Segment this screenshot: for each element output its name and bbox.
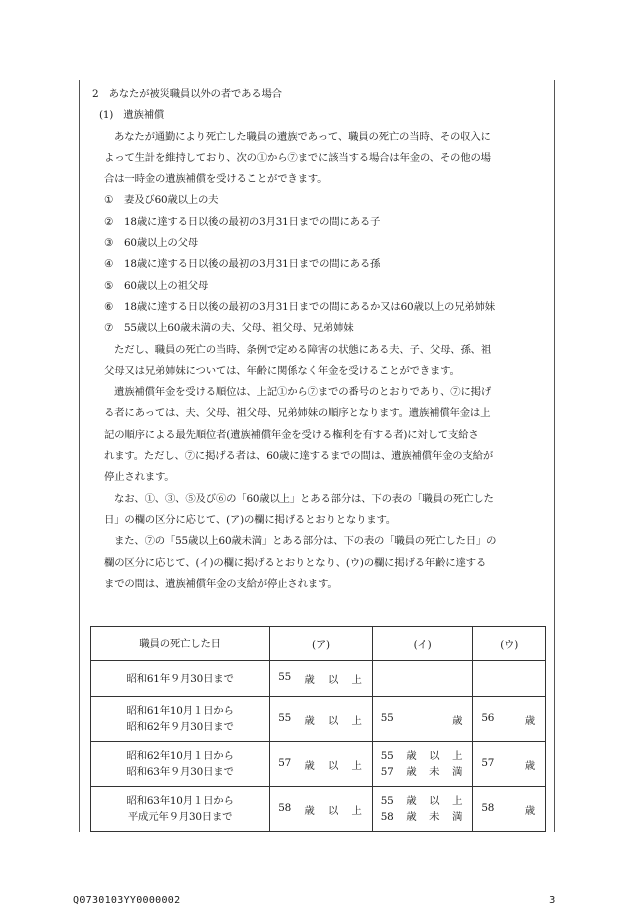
item-number: ④ xyxy=(104,258,114,271)
item-text: 60歳以上の祖父母 xyxy=(124,279,209,292)
header-i: (イ) xyxy=(372,627,473,661)
cell-date: 昭和62年10月１日から 昭和63年９月30日まで xyxy=(91,742,270,787)
paragraph-line: 記の順序による最先順位者(遺族補償年金を受ける権利を有する者)に対して支給さ xyxy=(104,428,479,441)
paragraph-line: 日」の欄の区分に応じて、(ア)の欄に掲げるとおりとなります。 xyxy=(104,513,397,526)
cell-i: 55 歳 xyxy=(372,697,473,742)
list-item xyxy=(92,297,552,318)
header-u: (ウ) xyxy=(473,627,546,661)
paragraph-line: ただし、職員の死亡の当時、条例で定める障害の状態にある夫、子、父母、孫、祖 xyxy=(114,343,492,356)
document-code: Q0730103YY0000002 xyxy=(73,895,181,906)
page-number: 3 xyxy=(549,895,556,906)
table-row xyxy=(91,742,546,787)
list-item xyxy=(92,190,552,211)
cell-date: 昭和61年９月30日まで xyxy=(91,661,270,697)
paragraph-line: また、⑦の「55歳以上60歳未満」とある部分は、下の表の「職員の死亡した日」の xyxy=(114,535,497,548)
item-number: ① xyxy=(104,194,114,207)
paragraph-line: れます。ただし、⑦に掲げる者は、60歳に達するまでの間は、遺族補償年金の支給が xyxy=(104,450,494,463)
paragraph-line: よって生計を維持しており、次の①から⑦までに該当する場合は年金の、その他の場 xyxy=(104,151,491,164)
document-body xyxy=(92,84,552,595)
list-item xyxy=(92,276,552,297)
item-text: 60歳以上の父母 xyxy=(124,237,198,250)
cell-a: 57 歳 以 上 xyxy=(270,742,373,787)
list-item xyxy=(92,254,552,275)
table-header-row xyxy=(91,627,546,661)
cell-a: 58 歳 以 上 xyxy=(270,787,373,832)
table-row xyxy=(91,787,546,832)
eligible-list xyxy=(92,190,552,339)
header-a: (ア) xyxy=(270,627,373,661)
cell-u: 57 歳 xyxy=(473,742,546,787)
paragraph-intro xyxy=(92,127,552,191)
cell-i xyxy=(372,661,473,697)
cell-a: 55 歳 以 上 xyxy=(270,661,373,697)
table-row xyxy=(91,697,546,742)
item-number: ② xyxy=(104,215,114,228)
item-text: 18歳に達する日以後の最初の3月31日までの間にあるか又は60歳以上の兄弟姉妹 xyxy=(124,300,495,313)
paragraph-line: 合は一時金の遺族補償を受けることができます。 xyxy=(104,173,328,186)
item-number: ⑦ xyxy=(104,322,114,335)
paragraph-line: なお、①、③、⑤及び⑥の「60歳以上」とある部分は、下の表の「職員の死亡した xyxy=(114,492,494,505)
paragraph-order xyxy=(92,382,552,488)
cell-date: 昭和61年10月１日から 昭和62年９月30日まで xyxy=(91,697,270,742)
cell-i: 55 歳 以 上 57 歳 未 満 xyxy=(372,742,473,787)
cell-u: 56 歳 xyxy=(473,697,546,742)
list-item xyxy=(92,212,552,233)
list-item xyxy=(92,233,552,254)
paragraph-note-60 xyxy=(92,489,552,532)
paragraph-line: 欄の区分に応じて、(イ)の欄に掲げるとおりとなり、(ウ)の欄に掲げる年齢に達する xyxy=(104,556,487,569)
item-number: ③ xyxy=(104,237,114,250)
cell-i: 55 歳 以 上 58 歳 未 満 xyxy=(372,787,473,832)
paragraph-line: 遺族補償年金を受ける順位は、上記①から⑦までの番号のとおりであり、⑦に掲げ xyxy=(114,386,492,399)
cell-a: 55 歳 以 上 xyxy=(270,697,373,742)
paragraph-exception xyxy=(92,340,552,383)
paragraph-line: る者にあっては、夫、父母、祖父母、兄弟姉妹の順序となります。遺族補償年金は上 xyxy=(104,407,491,420)
list-item xyxy=(92,318,552,339)
paragraph-line: までの間は、遺族補償年金の支給が停止されます。 xyxy=(104,577,338,590)
paragraph-line: 停止されます。 xyxy=(104,471,175,484)
item-text: 18歳に達する日以後の最初の3月31日までの間にある子 xyxy=(124,215,381,228)
paragraph-line: あなたが通勤により死亡した職員の遺族であって、職員の死亡の当時、その収入に xyxy=(114,130,491,143)
item-number: ⑥ xyxy=(104,300,114,313)
paragraph-line: 父母又は兄弟姉妹については、年齢に関係なく年金を受けることができます。 xyxy=(104,364,460,377)
header-death-date: 職員の死亡した日 xyxy=(91,627,270,661)
paragraph-note-55 xyxy=(92,531,552,595)
cell-u: 58 歳 xyxy=(473,787,546,832)
item-text: 妻及び60歳以上の夫 xyxy=(124,194,219,207)
section-heading: 2 あなたが被災職員以外の者である場合 xyxy=(92,88,282,100)
cell-u xyxy=(473,661,546,697)
item-text: 18歳に達する日以後の最初の3月31日までの間にある孫 xyxy=(124,258,381,271)
sub-heading: (1) 遺族補償 xyxy=(99,109,165,122)
table-row xyxy=(91,661,546,697)
item-number: ⑤ xyxy=(104,279,114,292)
age-table xyxy=(90,626,546,832)
item-text: 55歳以上60歳未満の夫、父母、祖父母、兄弟姉妹 xyxy=(124,322,354,335)
cell-date: 昭和63年10月１日から 平成元年９月30日まで xyxy=(91,787,270,832)
